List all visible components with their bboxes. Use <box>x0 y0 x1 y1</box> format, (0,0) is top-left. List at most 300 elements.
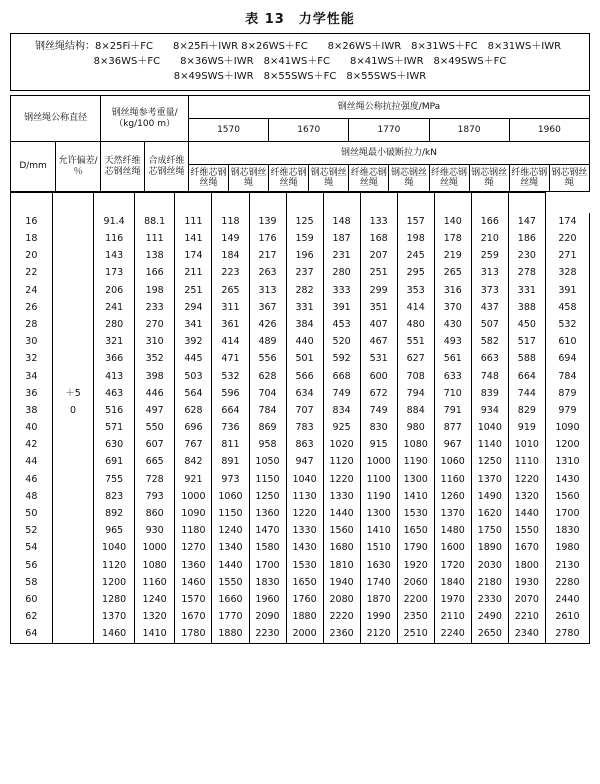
header-reference-weight <box>101 96 189 142</box>
cell-value: 230 <box>508 247 545 264</box>
cell-tolerance <box>52 213 94 230</box>
header-core-steel-1670: 钢芯钢丝绳 <box>309 165 349 192</box>
cell-value: 2350 <box>397 608 434 625</box>
cell-value: 392 <box>175 333 212 350</box>
cell-value: 331 <box>508 282 545 299</box>
cell-value: 174 <box>175 247 212 264</box>
cell-value: 947 <box>286 454 323 471</box>
cell-value: 143 <box>94 247 135 264</box>
cell-value: 1430 <box>545 471 589 488</box>
cell-value: 353 <box>397 282 434 299</box>
cell-value: 1370 <box>94 608 135 625</box>
cell-value: 1670 <box>508 540 545 557</box>
cell-value: 891 <box>212 454 249 471</box>
cell-value: 367 <box>249 299 286 316</box>
cell-value: 271 <box>545 247 589 264</box>
spacer-cell <box>249 193 286 214</box>
cell-value: 728 <box>134 471 175 488</box>
structure-line-2: 8×36WS＋FC 8×36WS＋IWR 8×41WS＋FC 8×41WS＋IWR 8×49SWS＋FC <box>93 56 507 67</box>
cell-value: 704 <box>249 385 286 402</box>
cell-value: 571 <box>94 419 135 436</box>
cell-value: 263 <box>249 265 286 282</box>
cell-value: 351 <box>360 299 397 316</box>
header-core-steel-1570: 钢芯钢丝绳 <box>229 165 269 192</box>
header-core-fiber-1960: 纤维芯钢丝绳 <box>509 165 549 192</box>
cell-value: 166 <box>134 265 175 282</box>
header-row-1 <box>11 96 590 119</box>
cell-value: 532 <box>212 368 249 385</box>
cell-tolerance: ＋5 <box>52 385 94 402</box>
cell-value: 1150 <box>212 505 249 522</box>
cell-value: 1240 <box>212 522 249 539</box>
table-spacer-row <box>11 193 590 214</box>
cell-value: 388 <box>508 299 545 316</box>
cell-value: 783 <box>286 419 323 436</box>
cell-diameter: 16 <box>11 213 53 230</box>
header-diameter <box>11 96 101 142</box>
table-row <box>11 265 590 282</box>
cell-value: 517 <box>508 333 545 350</box>
cell-value: 839 <box>471 385 508 402</box>
cell-value: 174 <box>545 213 589 230</box>
cell-value: 892 <box>94 505 135 522</box>
cell-value: 829 <box>508 402 545 419</box>
cell-value: 1110 <box>508 454 545 471</box>
header-tolerance: 允许偏差/％ <box>56 142 101 192</box>
cell-value: 2360 <box>323 626 360 644</box>
cell-value: 794 <box>397 385 434 402</box>
cell-value: 211 <box>175 265 212 282</box>
cell-value: 811 <box>212 436 249 453</box>
cell-value: 694 <box>545 351 589 368</box>
cell-diameter: 38 <box>11 402 53 419</box>
cell-value: 168 <box>360 230 397 247</box>
cell-value: 1670 <box>175 608 212 625</box>
cell-value: 157 <box>397 213 434 230</box>
cell-value: 133 <box>360 213 397 230</box>
cell-value: 791 <box>434 402 471 419</box>
cell-value: 426 <box>249 316 286 333</box>
cell-value: 1560 <box>545 488 589 505</box>
cell-value: 414 <box>397 299 434 316</box>
structure-line-1 <box>17 39 583 54</box>
cell-diameter: 52 <box>11 522 53 539</box>
cell-value: 749 <box>360 402 397 419</box>
cell-value: 1250 <box>471 454 508 471</box>
spacer-cell <box>360 193 397 214</box>
cell-value: 958 <box>249 436 286 453</box>
cell-value: 1600 <box>434 540 471 557</box>
spacer-cell <box>323 193 360 214</box>
table-row <box>11 540 590 557</box>
cell-tolerance <box>52 333 94 350</box>
cell-value: 664 <box>212 402 249 419</box>
cell-value: 361 <box>212 316 249 333</box>
cell-tolerance <box>52 608 94 625</box>
cell-value: 1300 <box>397 471 434 488</box>
cell-value: 1480 <box>434 522 471 539</box>
cell-value: 980 <box>397 419 434 436</box>
cell-value: 1410 <box>360 522 397 539</box>
cell-value: 1840 <box>434 574 471 591</box>
cell-value: 270 <box>134 316 175 333</box>
cell-diameter: 30 <box>11 333 53 350</box>
cell-value: 480 <box>397 316 434 333</box>
cell-value: 1440 <box>323 505 360 522</box>
cell-tolerance <box>52 436 94 453</box>
cell-value: 206 <box>94 282 135 299</box>
table-row <box>11 351 590 368</box>
cell-tolerance <box>52 505 94 522</box>
cell-value: 445 <box>175 351 212 368</box>
cell-value: 1080 <box>134 557 175 574</box>
cell-value: 793 <box>134 488 175 505</box>
table-row <box>11 213 590 230</box>
structure-text-1: 8×25Fi＋FC 8×25Fi＋IWR 8×26WS＋FC 8×26WS＋IWR 8×31WS＋FC 8×31WS＋IWR <box>95 41 562 52</box>
cell-value: 1680 <box>323 540 360 557</box>
header-strength-1570: 1570 <box>188 119 268 142</box>
header-strength-group: 钢丝绳公称抗拉强度/MPa <box>188 96 589 119</box>
cell-value: 398 <box>134 368 175 385</box>
spacer-cell <box>94 193 135 214</box>
header-reference-weight-text: 钢丝绳参考重量/（kg/100 m） <box>111 108 178 129</box>
cell-value: 1740 <box>360 574 397 591</box>
cell-diameter: 22 <box>11 265 53 282</box>
cell-value: 1530 <box>397 505 434 522</box>
cell-diameter: 18 <box>11 230 53 247</box>
cell-value: 921 <box>175 471 212 488</box>
cell-tolerance <box>52 230 94 247</box>
cell-value: 1270 <box>175 540 212 557</box>
cell-value: 2340 <box>508 626 545 644</box>
cell-value: 1220 <box>323 471 360 488</box>
cell-value: 1360 <box>249 505 286 522</box>
cell-value: 2510 <box>397 626 434 644</box>
cell-value: 138 <box>134 247 175 264</box>
cell-value: 1800 <box>508 557 545 574</box>
cell-value: 1040 <box>94 540 135 557</box>
cell-value: 1870 <box>360 591 397 608</box>
cell-value: 834 <box>323 402 360 419</box>
cell-value: 507 <box>471 316 508 333</box>
cell-value: 467 <box>360 333 397 350</box>
cell-value: 1530 <box>286 557 323 574</box>
cell-value: 1980 <box>545 540 589 557</box>
cell-value: 299 <box>360 282 397 299</box>
cell-value: 111 <box>175 213 212 230</box>
cell-value: 550 <box>134 419 175 436</box>
table-row <box>11 247 590 264</box>
cell-value: 2610 <box>545 608 589 625</box>
table-row <box>11 591 590 608</box>
table-row <box>11 557 590 574</box>
cell-value: 1890 <box>471 540 508 557</box>
cell-value: 446 <box>134 385 175 402</box>
header-strength-1870: 1870 <box>429 119 509 142</box>
cell-value: 2200 <box>397 591 434 608</box>
header-row-3 <box>11 142 590 165</box>
cell-value: 1050 <box>249 454 286 471</box>
cell-value: 1780 <box>175 626 212 644</box>
cell-value: 278 <box>508 265 545 282</box>
cell-value: 749 <box>323 385 360 402</box>
cell-value: 672 <box>360 385 397 402</box>
spec-table-header <box>10 95 590 192</box>
header-core-steel-1870: 钢芯钢丝绳 <box>469 165 509 192</box>
cell-value: 1700 <box>249 557 286 574</box>
table-row <box>11 402 590 419</box>
cell-value: 915 <box>360 436 397 453</box>
cell-diameter: 44 <box>11 454 53 471</box>
cell-value: 630 <box>94 436 135 453</box>
cell-value: 116 <box>94 230 135 247</box>
cell-value: 1440 <box>508 505 545 522</box>
cell-value: 1570 <box>175 591 212 608</box>
cell-value: 1550 <box>508 522 545 539</box>
cell-value: 1760 <box>286 591 323 608</box>
cell-value: 310 <box>134 333 175 350</box>
header-strength-1770: 1770 <box>349 119 429 142</box>
cell-value: 1000 <box>134 540 175 557</box>
cell-value: 1660 <box>212 591 249 608</box>
cell-value: 1340 <box>212 540 249 557</box>
table-row <box>11 230 590 247</box>
cell-diameter: 20 <box>11 247 53 264</box>
cell-value: 1370 <box>434 505 471 522</box>
cell-value: 295 <box>397 265 434 282</box>
cell-value: 373 <box>471 282 508 299</box>
cell-diameter: 42 <box>11 436 53 453</box>
header-core-steel-1960: 钢芯钢丝绳 <box>549 165 589 192</box>
cell-value: 1160 <box>434 471 471 488</box>
cell-value: 1430 <box>286 540 323 557</box>
spacer-cell <box>134 193 175 214</box>
cell-value: 1040 <box>471 419 508 436</box>
cell-value: 1440 <box>212 557 249 574</box>
cell-value: 1060 <box>434 454 471 471</box>
cell-value: 973 <box>212 471 249 488</box>
cell-value: 596 <box>212 385 249 402</box>
cell-value: 1490 <box>471 488 508 505</box>
cell-value: 391 <box>323 299 360 316</box>
table-row <box>11 454 590 471</box>
cell-value: 1200 <box>94 574 135 591</box>
cell-value: 628 <box>249 368 286 385</box>
cell-value: 493 <box>434 333 471 350</box>
cell-diameter: 40 <box>11 419 53 436</box>
cell-value: 925 <box>323 419 360 436</box>
header-breaking-force: 钢丝绳最小破断拉力/kN <box>188 142 589 165</box>
cell-tolerance <box>52 574 94 591</box>
spacer-cell <box>286 193 323 214</box>
cell-value: 1650 <box>286 574 323 591</box>
cell-value: 176 <box>249 230 286 247</box>
cell-tolerance <box>52 626 94 644</box>
cell-value: 184 <box>212 247 249 264</box>
cell-value: 744 <box>508 385 545 402</box>
table-row <box>11 608 590 625</box>
cell-value: 1630 <box>360 557 397 574</box>
cell-value: 607 <box>134 436 175 453</box>
cell-value: 1000 <box>175 488 212 505</box>
cell-value: 1700 <box>545 505 589 522</box>
cell-value: 1720 <box>434 557 471 574</box>
cell-value: 1470 <box>249 522 286 539</box>
structure-label: 钢丝绳结构： <box>35 41 95 52</box>
cell-value: 748 <box>471 368 508 385</box>
table-row <box>11 368 590 385</box>
cell-value: 2490 <box>471 608 508 625</box>
cell-value: 91.4 <box>94 213 135 230</box>
cell-value: 173 <box>94 265 135 282</box>
header-core-fiber-1870: 纤维芯钢丝绳 <box>429 165 469 192</box>
cell-value: 633 <box>434 368 471 385</box>
cell-value: 321 <box>94 333 135 350</box>
cell-value: 1320 <box>134 608 175 625</box>
cell-value: 1370 <box>471 471 508 488</box>
cell-value: 1460 <box>175 574 212 591</box>
cell-value: 370 <box>434 299 471 316</box>
cell-value: 149 <box>212 230 249 247</box>
cell-value: 1020 <box>323 436 360 453</box>
table-row <box>11 436 590 453</box>
table-title: 表 13 力学性能 <box>245 12 355 27</box>
cell-value: 1250 <box>249 488 286 505</box>
cell-value: 1120 <box>323 454 360 471</box>
cell-value: 198 <box>397 230 434 247</box>
cell-value: 178 <box>434 230 471 247</box>
table-row <box>11 505 590 522</box>
cell-value: 696 <box>175 419 212 436</box>
cell-value: 663 <box>471 351 508 368</box>
cell-value: 237 <box>286 265 323 282</box>
spacer-cell <box>212 193 249 214</box>
cell-value: 627 <box>397 351 434 368</box>
cell-value: 497 <box>134 402 175 419</box>
cell-value: 516 <box>94 402 135 419</box>
cell-value: 551 <box>397 333 434 350</box>
cell-value: 1580 <box>249 540 286 557</box>
cell-value: 767 <box>175 436 212 453</box>
cell-value: 1460 <box>94 626 135 644</box>
cell-value: 166 <box>471 213 508 230</box>
cell-value: 207 <box>360 247 397 264</box>
cell-value: 1410 <box>134 626 175 644</box>
cell-tolerance <box>52 557 94 574</box>
cell-value: 140 <box>434 213 471 230</box>
cell-diameter: 60 <box>11 591 53 608</box>
table-row <box>11 488 590 505</box>
header-core-fiber-1670: 纤维芯钢丝绳 <box>269 165 309 192</box>
cell-value: 1830 <box>249 574 286 591</box>
table-row <box>11 333 590 350</box>
cell-value: 531 <box>360 351 397 368</box>
cell-value: 2080 <box>323 591 360 608</box>
cell-value: 2650 <box>471 626 508 644</box>
cell-value: 1010 <box>508 436 545 453</box>
cell-value: 2110 <box>434 608 471 625</box>
spacer-cell <box>434 193 471 214</box>
spacer-cell <box>471 193 508 214</box>
table-row <box>11 626 590 644</box>
table-row <box>11 419 590 436</box>
cell-value: 282 <box>286 282 323 299</box>
header-diameter-unit: D/mm <box>11 142 56 192</box>
cell-value: 1650 <box>397 522 434 539</box>
cell-value: 1100 <box>360 471 397 488</box>
cell-value: 2230 <box>249 626 286 644</box>
cell-value: 2060 <box>397 574 434 591</box>
cell-value: 1180 <box>175 522 212 539</box>
cell-value: 1880 <box>286 608 323 625</box>
cell-diameter: 46 <box>11 471 53 488</box>
cell-value: 532 <box>545 316 589 333</box>
cell-diameter: 54 <box>11 540 53 557</box>
cell-value: 2780 <box>545 626 589 644</box>
spacer-cell <box>175 193 212 214</box>
cell-value: 220 <box>545 230 589 247</box>
cell-value: 2000 <box>286 626 323 644</box>
spec-table-body <box>10 192 590 644</box>
cell-value: 1620 <box>471 505 508 522</box>
cell-value: 333 <box>323 282 360 299</box>
cell-value: 2180 <box>471 574 508 591</box>
cell-tolerance <box>52 351 94 368</box>
cell-value: 1830 <box>545 522 589 539</box>
table-row <box>11 316 590 333</box>
cell-value: 1930 <box>508 574 545 591</box>
cell-tolerance <box>52 522 94 539</box>
cell-tolerance <box>52 247 94 264</box>
cell-value: 407 <box>360 316 397 333</box>
spacer-cell <box>52 193 94 214</box>
header-core-steel-1770: 钢芯钢丝绳 <box>389 165 429 192</box>
cell-value: 1970 <box>434 591 471 608</box>
cell-tolerance <box>52 591 94 608</box>
cell-value: 430 <box>434 316 471 333</box>
cell-value: 251 <box>175 282 212 299</box>
cell-value: 233 <box>134 299 175 316</box>
header-strength-1960: 1960 <box>509 119 589 142</box>
cell-diameter: 56 <box>11 557 53 574</box>
cell-value: 1190 <box>360 488 397 505</box>
cell-value: 141 <box>175 230 212 247</box>
cell-value: 313 <box>471 265 508 282</box>
cell-value: 413 <box>94 368 135 385</box>
cell-value: 437 <box>471 299 508 316</box>
cell-value: 755 <box>94 471 135 488</box>
cell-value: 1000 <box>360 454 397 471</box>
cell-value: 125 <box>286 213 323 230</box>
header-diameter-line1: 钢丝绳公称直径 <box>24 113 88 124</box>
cell-value: 1090 <box>545 419 589 436</box>
cell-value: 634 <box>286 385 323 402</box>
cell-value: 1260 <box>434 488 471 505</box>
cell-value: 610 <box>545 333 589 350</box>
cell-value: 391 <box>545 282 589 299</box>
cell-value: 450 <box>508 316 545 333</box>
cell-value: 967 <box>434 436 471 453</box>
cell-value: 965 <box>94 522 135 539</box>
cell-value: 1200 <box>545 436 589 453</box>
cell-value: 458 <box>545 299 589 316</box>
cell-value: 1560 <box>323 522 360 539</box>
cell-value: 1040 <box>286 471 323 488</box>
spacer-cell <box>508 193 545 214</box>
cell-value: 223 <box>212 265 249 282</box>
cell-value: 1220 <box>508 471 545 488</box>
cell-diameter: 58 <box>11 574 53 591</box>
